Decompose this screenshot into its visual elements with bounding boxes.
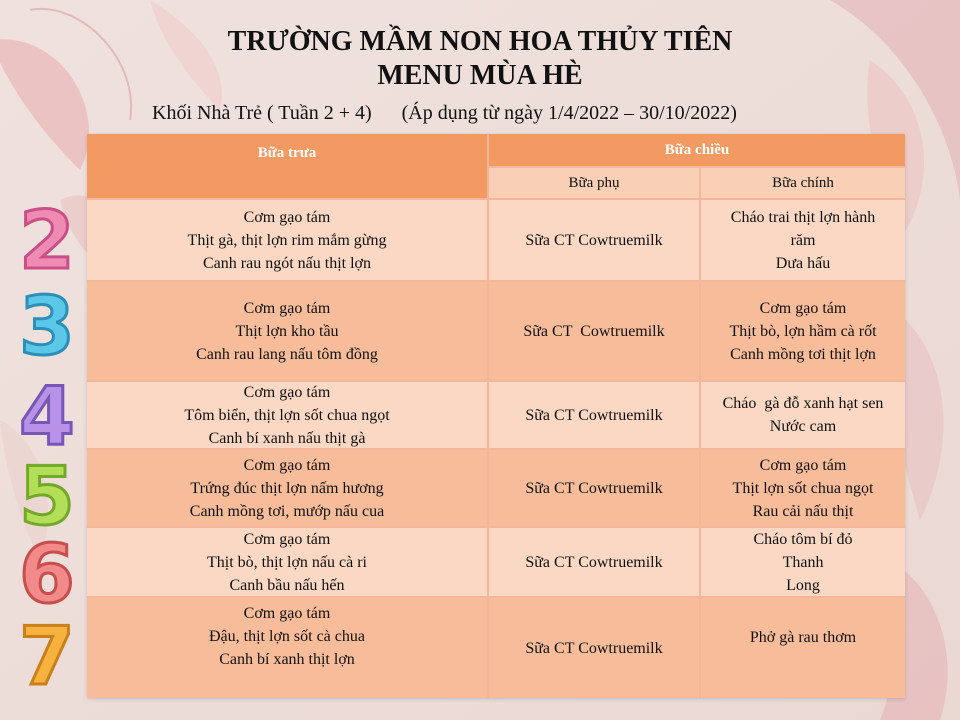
list-item: Thanh — [782, 553, 824, 571]
svg-text:5: 5 — [19, 452, 75, 536]
day-6-icon — [8, 530, 86, 614]
list-item: Sữa CT Cowtruemilk — [525, 479, 663, 497]
row-day-4-lunch — [87, 382, 487, 448]
svg-text:4: 4 — [19, 372, 75, 456]
list-item: Cơm gạo tám — [243, 530, 331, 548]
list-item: Sữa CT Cowtruemilk — [525, 639, 663, 657]
header-afternoon-cell — [489, 134, 905, 166]
list-item: Thịt bò, lợn hầm cà rốt — [729, 322, 877, 340]
header-afternoon: Bữa chiều — [664, 141, 730, 158]
list-item: Phở gà rau thơm — [749, 629, 857, 646]
header-snack-cell — [489, 168, 699, 198]
row-day-2-snack — [489, 200, 699, 280]
list-item: Dưa hấu — [775, 254, 831, 272]
list-item: Sữa CT Cowtruemilk — [523, 322, 665, 340]
list-item: Cơm gạo tám — [243, 605, 331, 622]
list-item: Cơm gạo tám — [243, 208, 331, 226]
day-3-icon — [8, 282, 86, 366]
list-item: Canh bí xanh nấu thịt gà — [208, 429, 366, 447]
list-item: Trứng đúc thịt lợn nấm hương — [190, 479, 384, 497]
list-item: Thịt lợn kho tầu — [235, 322, 339, 340]
header-lunch-cell — [87, 134, 487, 198]
school-name: TRƯỜNG MẦM NON HOA THỦY TIÊN — [227, 26, 733, 57]
list-item: Canh rau ngót nấu thịt lợn — [203, 254, 371, 272]
list-item: Cơm gạo tám — [243, 299, 331, 317]
list-item: Cơm gạo tám — [759, 299, 847, 317]
day-5-icon — [8, 452, 86, 536]
row-day-6-main — [701, 528, 905, 596]
list-item: Thịt lợn sốt chua ngọt — [732, 479, 874, 497]
row-day-4-main — [701, 382, 905, 448]
header-main-cell — [701, 168, 905, 198]
list-item: Cơm gạo tám — [243, 456, 331, 474]
list-item: Canh mồng tơi, mướp nấu cua — [189, 502, 385, 520]
row-day-2-main — [701, 200, 905, 280]
list-item: Canh rau lang nấu tôm đồng — [196, 345, 378, 363]
list-item: Thịt bò, thịt lợn nấu cà ri — [207, 553, 367, 571]
row-day-5-snack — [489, 450, 699, 526]
list-item: Cháo gà đỗ xanh hạt sen — [722, 395, 884, 412]
row-day-5-lunch — [87, 450, 487, 526]
list-item: Tôm biển, thịt lợn sốt chua ngọt — [184, 406, 390, 424]
row-day-2-lunch — [87, 200, 487, 280]
menu-subtitle: Khối Nhà Trẻ ( Tuần 2 + 4) (Áp dụng từ ngày 1/4/2022 – 30/10/2022) — [152, 102, 737, 124]
row-day-6-lunch — [87, 528, 487, 596]
list-item: Cháo tôm bí đỏ — [753, 530, 853, 548]
svg-text:7: 7 — [19, 612, 75, 696]
row-day-6-snack — [489, 528, 699, 596]
list-item: Cháo trai thịt lợn hành — [730, 208, 876, 226]
row-day-3-main — [701, 282, 905, 380]
list-item: Cơm gạo tám — [243, 383, 331, 401]
row-day-4-snack — [489, 382, 699, 448]
header-lunch: Bữa trưa — [257, 145, 317, 161]
list-item: Thịt gà, thịt lợn rim mắm gừng — [187, 231, 387, 249]
list-item: Canh bí xanh thịt lợn — [219, 651, 355, 668]
list-item: Sữa CT Cowtruemilk — [525, 231, 663, 249]
svg-text:3: 3 — [19, 282, 75, 366]
row-day-7-main — [701, 598, 905, 698]
header-main: Bữa chính — [772, 174, 834, 191]
list-item: Đậu, thịt lợn sốt cà chua — [209, 628, 365, 645]
menu-table — [87, 134, 905, 698]
list-item: Canh bầu nấu hến — [229, 576, 345, 594]
list-item: Cơm gạo tám — [759, 456, 847, 474]
row-day-3-snack — [489, 282, 699, 380]
svg-text:2: 2 — [19, 196, 75, 280]
list-item: Rau cải nấu thịt — [752, 502, 854, 520]
row-day-7-snack — [489, 598, 699, 698]
row-day-7-lunch — [87, 598, 487, 698]
list-item: Long — [786, 576, 820, 594]
day-2-icon — [8, 196, 86, 280]
list-item: răm — [790, 231, 816, 249]
day-4-icon — [8, 372, 86, 456]
list-item: Sữa CT Cowtruemilk — [525, 553, 663, 571]
row-day-5-main — [701, 450, 905, 526]
row-day-3-lunch — [87, 282, 487, 380]
svg-text:6: 6 — [19, 530, 75, 614]
day-7-icon — [8, 612, 86, 696]
header-snack: Bữa phụ — [568, 174, 620, 191]
list-item: Sữa CT Cowtruemilk — [525, 406, 663, 424]
menu-title: MENU MÙA HÈ — [377, 60, 583, 91]
list-item: Canh mồng tơi thịt lợn — [730, 345, 876, 363]
list-item: Nước cam — [769, 418, 837, 435]
